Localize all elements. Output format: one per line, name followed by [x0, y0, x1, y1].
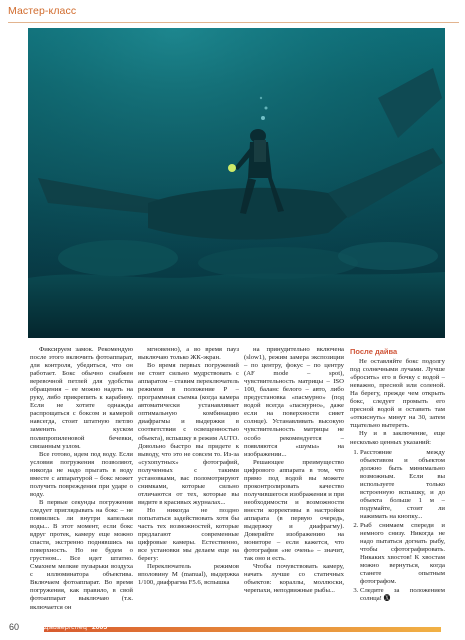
underwater-photo — [28, 28, 445, 338]
issue-year: 2005 — [92, 624, 108, 631]
paragraph: Решающее преимущество цифрового аппарата в том, что прямо под водой вы можете проконтролировать качество получившегося изображения и при необходимости и возможности внести коррективы в настройки аппарата (в первую очередь, выдержку и диафрагму). Доверяйте изображению на мониторе – если кажется, что фотография «не очень» – значит, так оно и есть. — [244, 458, 344, 563]
paragraph: Не оставляйте бокс подолгу под солнечными лучами. Лучше «бросить» его в бочку с водой – неважно, пресной или соленой. На берегу, прежде чем открыть бокс, следует промыть его пресной водой и оставить там «откиснуть» минут на 30, затем тщательно вытереть. — [350, 358, 445, 430]
section-title: Мастер-класс — [8, 5, 77, 17]
paragraph: Во время первых погружений не стоит сильно мудрствовать с аппаратом – ставим переключатель режимов в положение P – программная съемка (когда камера автоматически устанавливает оптимальную комбинацию диафрагмы и выдержки в соответствии с освещенностью объекта), вспышку в режим AUTO. Довольно быстро вы придете к выводу, что это не совсем то. Из-за «сухопутных» фотографий, полученных с такими установками, вас поломотрируют снимками, которые сильно отличаются от тех, которые вы видите в красивых журналах... — [138, 362, 239, 506]
page-footer — [0, 616, 465, 640]
tip-item: 2. Рыб снимаем спереди и немного снизу. Никогда не надо пытаться догнать рыбу, чтобы сфотографировать. Никаких хвостов! К хвостам можно вернуться, когда станете опытным фотографом. — [360, 522, 445, 586]
magazine-name: Дайвер/спец — [44, 624, 88, 631]
header-rule — [8, 22, 459, 23]
page-number: 60 — [9, 622, 20, 632]
paragraph: В первые секунды погружения следует приглядывать на бокс – не появились ли внутри капельки воды... В этот момент, если бокс вдруг протек, камеру еще можно спасти, экстренно поднявшись на поверхность. Но не будем о грустном... Все идет штатно. Смахнем мелкие пузырьки воздуха с иллюминатора объектива. Включаем фотоаппарат. Во время погружения, как правило, в свой фотоаппарат выключаю (т.к. включается он — [30, 498, 133, 611]
paragraph: Ну и в заключение, еще несколько ценных указаний: — [350, 430, 445, 446]
article-column-3 — [244, 346, 344, 595]
tip-item: 1. Расстояние между объективом и объектом должно быть минимально возможным. Если вы используете только встроенную вспышку, и до объекта больше 1 м – подумайте, стоит ли нажимать на кнопку... — [360, 449, 445, 521]
article-column-4 — [350, 346, 445, 604]
paragraph: на принудительно включена (slow1), режим замера экспозиции – по центру, фокус – по центру (AF mode – spot), чувствительность матрицы – ISO 100, баланс белого – авто, либо предустановка «пасмурно» (под водой всегда «пасмурно», даже если на поверхности сияет солнце). Устанавливать высокую чувствительность матрицы не особо рекомендуется – появляются «шумы» на изображении... — [244, 346, 344, 458]
paragraph: Все готово, идем под воду. Если условия погружения позволяют, никогда не надо прыгать в воду вместе с аппаратурой – бокс может получить повреждения при ударе о воду. — [30, 450, 133, 498]
after-dive-heading: После дайва — [350, 347, 398, 356]
tip-item: 3. Следите за положением солнца! 🅧 — [360, 587, 445, 603]
paragraph: Но никогда не поздно попытаться задействовать хотя бы часть тех возможностей, которые предлагают современные цифровые камеры. Естественно, все установки мы делаем еще на берегу: — [138, 506, 239, 563]
page-header — [0, 0, 465, 26]
article-column-2 — [138, 346, 239, 587]
paragraph: Переключатель режимов вполовину М (manual), выдержка 1/100, диафрагма F5.6, вспышка — [138, 563, 239, 587]
paragraph: мгновенно), а во время пауз выключаю только ЖК-экран. — [138, 346, 239, 362]
article-column-1 — [30, 346, 133, 612]
diver-wreck-illustration — [28, 28, 445, 338]
article-body — [30, 346, 445, 618]
tips-list — [350, 449, 445, 604]
paragraph: Фиксируем замок. Рекомендую после этого включить фотоаппарат, для контроля, убедиться, что он работает. Бокс обычно снабжен веревочной петлей для удобства обращения – ее можно надеть на руку, либо прикрепить к карабину. Если не хотите однажды распрощаться с боксом и камерой навсегда, стоит штатную петлю заменить куском полипропиленовой бечевки, связанным узлом. — [30, 346, 133, 450]
paragraph: Чтобы почувствовать камеру, начать лучше со статичных объектов: кораллы, моллюски, черепахи, неподвижные рыбы... — [244, 563, 344, 595]
